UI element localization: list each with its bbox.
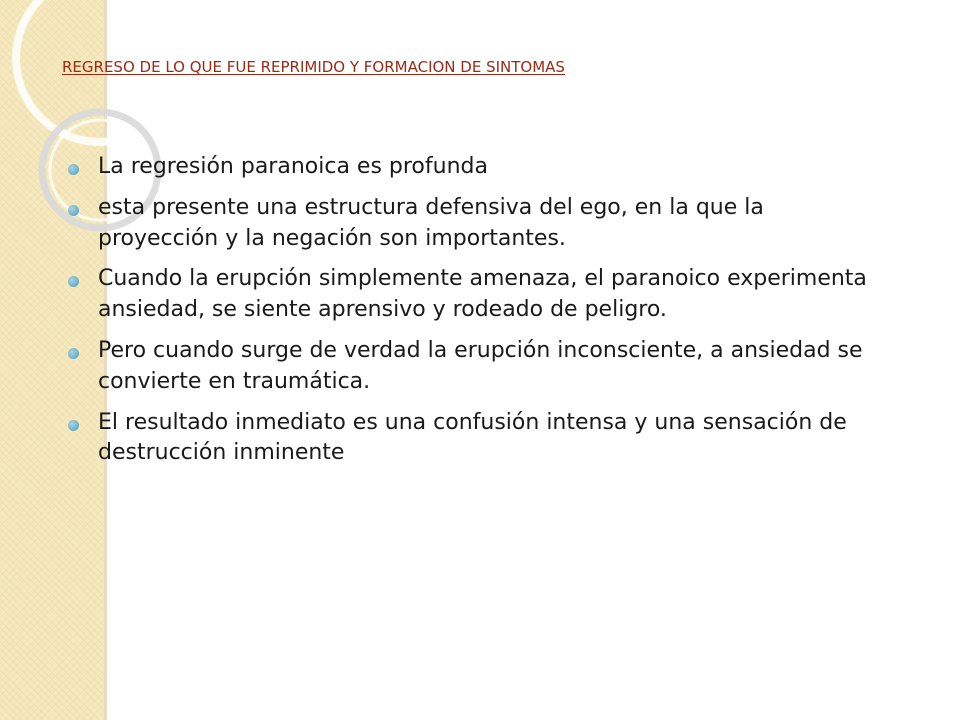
bullet-text: esta presente una estructura defensiva del ego, en la que la proyección y la negación son importantes. (98, 194, 764, 251)
bullet-dot-icon (68, 420, 79, 431)
bullet-dot-icon (68, 205, 79, 216)
bullet-list (68, 152, 868, 479)
bullet-text: El resultado inmediato es una confusión intensa y una sensación de destrucción inminente (98, 409, 847, 466)
slide-title: REGRESO DE LO QUE FUE REPRIMIDO Y FORMACION DE SINTOMAS (62, 58, 565, 76)
bullet-text: La regresión paranoica es profunda (98, 154, 488, 179)
bullet-item (68, 336, 868, 398)
bullet-item (68, 264, 868, 326)
bullet-item (68, 152, 868, 183)
bullet-item (68, 193, 868, 255)
bullet-text: Cuando la erupción simplemente amenaza, el paranoico experimenta ansiedad, se siente aprensivo y rodeado de peligro. (98, 266, 867, 323)
bullet-dot-icon (68, 164, 79, 175)
bullet-item (68, 408, 868, 470)
bullet-dot-icon (68, 276, 79, 287)
bullet-text: Pero cuando surge de verdad la erupción inconsciente, a ansiedad se convierte en traumática. (98, 337, 863, 394)
bullet-dot-icon (68, 348, 79, 359)
